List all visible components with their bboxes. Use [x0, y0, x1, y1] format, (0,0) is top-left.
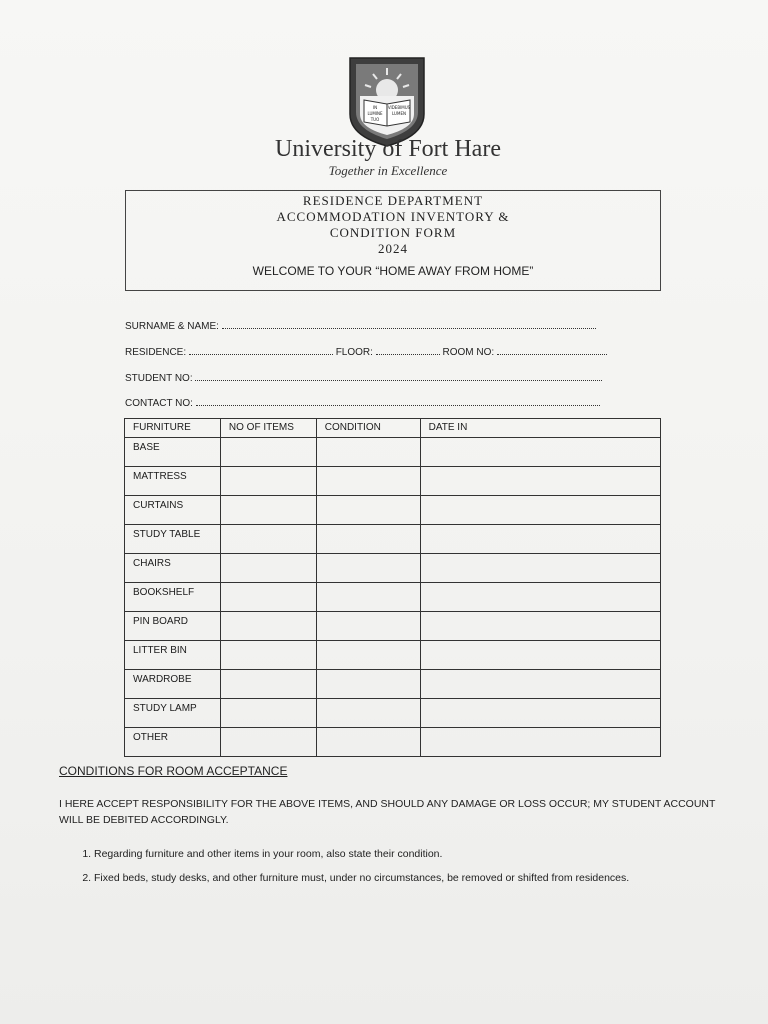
header-title-line2: CONDITION FORM [329, 225, 457, 240]
inventory-row [125, 699, 661, 728]
date-in-cell[interactable] [420, 554, 660, 583]
acceptance-statement: I HERE ACCEPT RESPONSIBILITY FOR THE ABOVE ITEMS, AND SHOULD ANY DAMAGE OR LOSS OCCUR; MY STUDENT ACCOUNT WILL BE DEBITED ACCORDINGLY. [59, 798, 716, 826]
condition-cell[interactable] [316, 525, 420, 554]
surname-line[interactable] [222, 320, 596, 329]
header-no-of-items: NO OF ITEMS [220, 419, 316, 438]
residence-line[interactable] [189, 346, 333, 355]
surname-field[interactable] [125, 320, 596, 332]
condition-cell[interactable] [316, 612, 420, 641]
contact-no-field[interactable] [125, 397, 600, 409]
condition-cell[interactable] [316, 438, 420, 467]
inventory-table [124, 418, 661, 757]
inventory-row [125, 525, 661, 554]
inventory-row [125, 670, 661, 699]
date-in-cell[interactable] [420, 699, 660, 728]
condition-cell[interactable] [316, 641, 420, 670]
furniture-cell: OTHER [125, 728, 221, 757]
furniture-cell: CURTAINS [125, 496, 221, 525]
no-of-items-cell[interactable] [220, 525, 316, 554]
inventory-row [125, 583, 661, 612]
furniture-cell: WARDROBE [125, 670, 221, 699]
date-in-cell[interactable] [420, 496, 660, 525]
furniture-cell: MATTRESS [125, 467, 221, 496]
condition-cell[interactable] [316, 670, 420, 699]
student-no-field[interactable] [125, 372, 602, 384]
no-of-items-cell[interactable] [220, 467, 316, 496]
surname-label: SURNAME & NAME: [125, 321, 219, 332]
date-in-cell[interactable] [420, 612, 660, 641]
inventory-row [125, 496, 661, 525]
condition-item: 1. Regarding furniture and other items in your room, also state their condition. [94, 846, 704, 862]
header-title-line1: ACCOMMODATION INVENTORY & [276, 209, 510, 224]
date-in-cell[interactable] [420, 525, 660, 554]
header-date-in: DATE IN [420, 419, 660, 438]
header-furniture: FURNITURE [125, 419, 221, 438]
inventory-header-row [125, 419, 661, 438]
date-in-cell[interactable] [420, 641, 660, 670]
no-of-items-cell[interactable] [220, 554, 316, 583]
crest-word: LUMINE [367, 111, 383, 116]
no-of-items-cell[interactable] [220, 583, 316, 612]
no-of-items-cell[interactable] [220, 670, 316, 699]
floor-label: FLOOR: [335, 347, 373, 358]
condition-cell[interactable] [316, 554, 420, 583]
contact-no-line[interactable] [196, 397, 600, 406]
crest-word: LUMEN [392, 111, 406, 116]
header-welcome: WELCOME TO YOUR “HOME AWAY FROM HOME” [252, 264, 534, 278]
condition-cell[interactable] [316, 467, 420, 496]
furniture-cell: CHAIRS [125, 554, 221, 583]
conditions-list [80, 846, 704, 894]
residence-label: RESIDENCE: [125, 347, 187, 358]
crest-word: VIDEBIMUS [387, 105, 411, 110]
university-crest-logo [348, 56, 426, 148]
no-of-items-cell[interactable] [220, 496, 316, 525]
crest-word: TUO [370, 117, 380, 122]
floor-line[interactable] [376, 346, 440, 355]
furniture-cell: BASE [125, 438, 221, 467]
room-label: ROOM NO: [442, 347, 495, 358]
furniture-cell: STUDY LAMP [125, 699, 221, 728]
inventory-row [125, 554, 661, 583]
no-of-items-cell[interactable] [220, 612, 316, 641]
university-name: University of Fort Hare [275, 136, 501, 162]
date-in-cell[interactable] [420, 438, 660, 467]
conditions-title: CONDITIONS FOR ROOM ACCEPTANCE [59, 764, 288, 778]
furniture-cell: BOOKSHELF [125, 583, 221, 612]
room-line[interactable] [497, 346, 607, 355]
condition-cell[interactable] [316, 699, 420, 728]
university-motto: Together in Excellence [328, 163, 448, 178]
date-in-cell[interactable] [420, 583, 660, 612]
inventory-row [125, 467, 661, 496]
inventory-row [125, 612, 661, 641]
student-no-label: STUDENT NO: [125, 373, 193, 384]
header-department: RESIDENCE DEPARTMENT [302, 193, 484, 208]
header-year: 2024 [378, 241, 408, 256]
condition-cell[interactable] [316, 496, 420, 525]
no-of-items-cell[interactable] [220, 728, 316, 757]
form-header-box [125, 190, 661, 291]
header-condition: CONDITION [316, 419, 420, 438]
inventory-row [125, 438, 661, 467]
inventory-row [125, 728, 661, 757]
crest-word: IN [372, 105, 378, 110]
no-of-items-cell[interactable] [220, 641, 316, 670]
residence-row [125, 346, 607, 358]
no-of-items-cell[interactable] [220, 438, 316, 467]
furniture-cell: PIN BOARD [125, 612, 221, 641]
condition-cell[interactable] [316, 583, 420, 612]
student-no-line[interactable] [195, 372, 602, 381]
furniture-cell: LITTER BIN [125, 641, 221, 670]
date-in-cell[interactable] [420, 467, 660, 496]
date-in-cell[interactable] [420, 670, 660, 699]
condition-cell[interactable] [316, 728, 420, 757]
date-in-cell[interactable] [420, 728, 660, 757]
inventory-row [125, 641, 661, 670]
contact-no-label: CONTACT NO: [125, 398, 193, 409]
no-of-items-cell[interactable] [220, 699, 316, 728]
condition-item: 2. Fixed beds, study desks, and other furniture must, under no circumstances, be removed or shifted from residences. [94, 870, 704, 886]
furniture-cell: STUDY TABLE [125, 525, 221, 554]
